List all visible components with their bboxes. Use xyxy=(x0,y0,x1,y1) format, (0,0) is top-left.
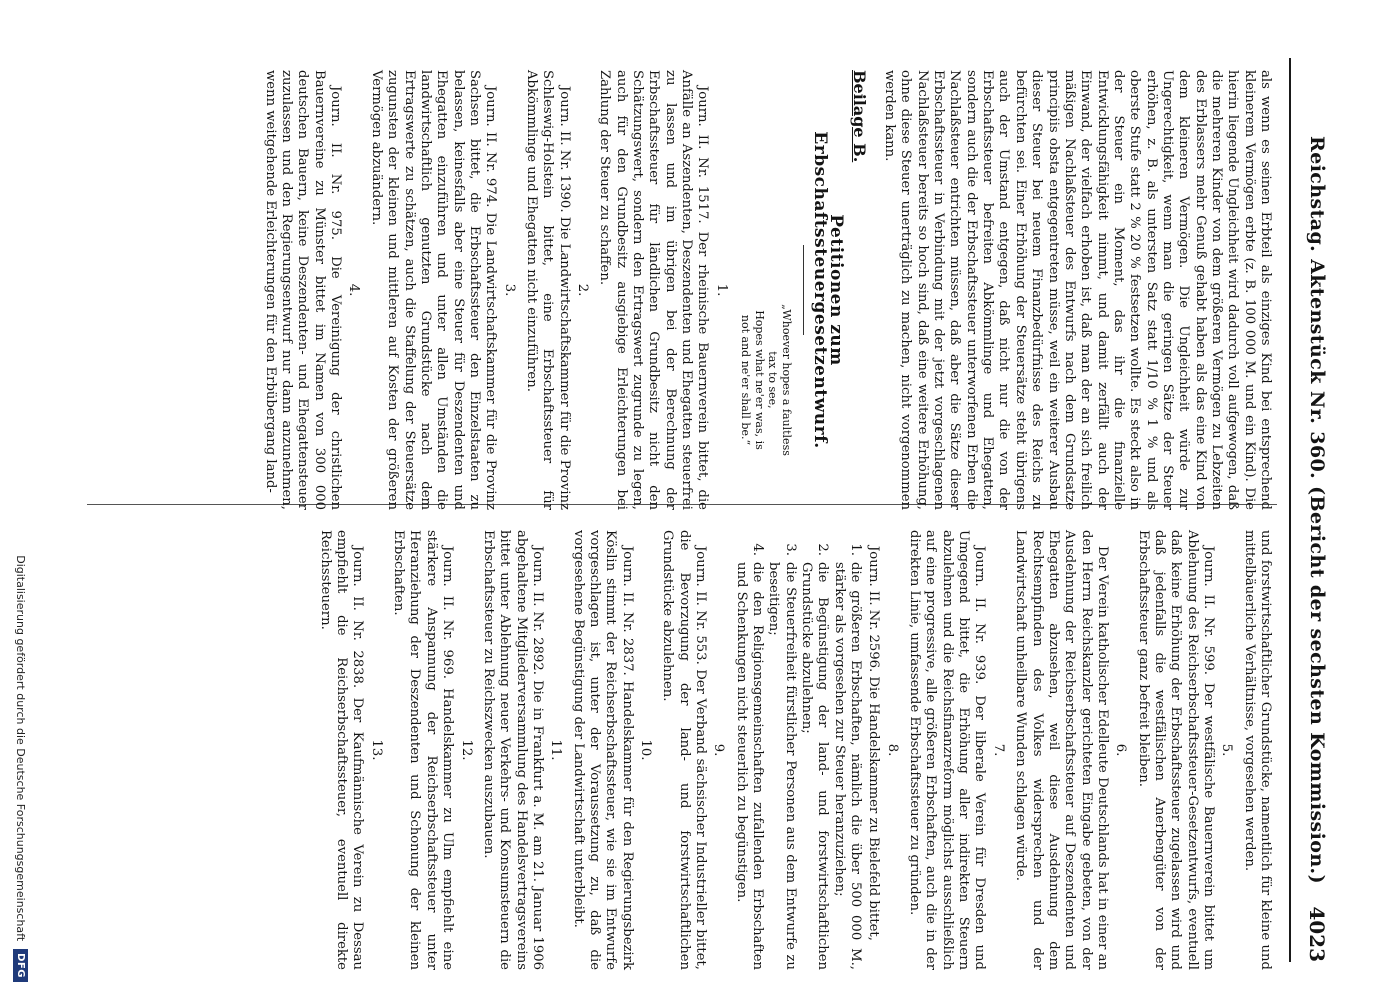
petition-number: 2. xyxy=(574,283,590,297)
petition-text: Journ. II. Nr. 975. Die Vereinigung der christlichen Bauernvereine zu Münster bittet im Namen von 300 000 deutschen Bauern, keine Deszendenten- und Ehegattensteuer zuzulassen und den Regierungsentwurf nur dann anzunehmen, wenn weitgehende Erleichterungen für den Erbübergang land- xyxy=(262,70,344,510)
list-item-number: 1. xyxy=(848,543,864,556)
list-item xyxy=(765,540,798,970)
petition-number: 5. xyxy=(1219,743,1235,757)
petition-text: Der Verein katholischer Edelleute Deutschlands hat in einer an den Herrn Reichskanzler gerichteten Eingabe gebeten, von der Ausdehnung der Reichserbschaftssteuer auf Deszendenten und Ehegatten abzusehen, weil diese Ausdehnung dem Rechtsempfinden des Volkes widersprechen und der Landwirtschaft unheilbare Wunden schlagen würde. xyxy=(1013,530,1110,970)
left-intro-paragraph: als wenn es seinen Erbteil als einziges Kind bei entsprechend kleinerem Vermögen erbte (z. B. 100 000 M. und ein Kind). Die hierin liegende Ungleichheit wird dadurch voll aufgewogen, daß die mehreren Kinder von dem größeren Vermögen zu Lebzeiten des Erblassers mehr Genuß gehabt haben als das eine Kind von dem kleineren Vermögen. Die Ungleichheit würde zur Ungerechtigkeit, wenn man die geringen Sätze der Steuer erhöhen, z. B. als untersten Satz statt 1/10 % 1 % und als oberste Stufe statt 2 % 20 % festsetzen wollte. Es steckt also in der Steuer ein Moment, das ihr die finanzielle Entwicklungsfähigkeit nimmt, und damit zerfällt auch der Einwand, der vielfach erhoben ist, daß man der an sich freilich mäßigen Nachlaßsteuer des Entwurfs nach dem Grundsatze principiis obsta entgegentreten müsse, weil ein weiterer Ausbau dieser Steuer bei neuem Finanzbedürfnisse des Reichs zu befürchten sei. Einer Erhöhung der Steuersätze steht übrigens auch der Umstand entgegen, daß nicht nur die von der Erbschaftssteuer befreiten Abkömmlinge und Ehegatten, sondern auch die der Erbschaftssteuer unterworfenen Erben die Nachlaßsteuer entrichten müssen, daß aber die Sätze dieser Erbschaftssteuer in Verbindung mit der jetzt vorgeschlagenen Nachlaßsteuer bereits so hoch sind, daß eine weitere Erhöhung, ohne diese Steuer unerträglich zu machen, nicht vorgenommen werden kann. xyxy=(882,70,1273,510)
page-header xyxy=(1289,58,1343,962)
petition-request-list xyxy=(732,540,863,970)
petition-text: Journ. II. Nr. 2892. Die in Frankfurt a. M. am 21. Januar 1906 abgehaltene Mitgliederversammlung des Handelsvertragsvereins bittet unter Ablehnung neuer Verkehrs- und Konsumsteuern die Erbschaftssteuer zu Reichszwecken auszubauen. xyxy=(480,530,545,970)
petition-number: 1. xyxy=(713,283,729,297)
petition-text: Journ. II. Nr. 2596. Die Handelskammer zu Bielefeld bittet, xyxy=(866,546,882,941)
petition-text: Journ. II. Nr. 969. Handelskammer zu Ulm empfiehlt eine stärkere Anspannung der Reichserbschaftssteuer unter Heranziehung der Deszendenten und Schonung der kleinen Erbschaften. xyxy=(391,530,456,970)
petition-text: Journ. II. Nr. 974. Die Landwirtschaftskammer für die Provinz Sachsen bittet, die Erbschaftssteuer den Einzelstaaten zu belassen, keinesfalls aber eine Steuer für Deszendenten und Ehegatten einzuführen und unter allen Umständen die landwirtschaftlich genutzten Grundstücke nach dem Ertragswerte zu schätzen, auch die Staffelung der Steuersätze zugunsten der kleinen und mittleren auf Kosten der größeren Vermögen abzuändern. xyxy=(368,70,499,510)
petition-text: Journ. II. Nr. 939. Der liberale Verein für Dresden und Umgegend bittet, die Erhöhung aller indirekten Steuern abzulehnen und die Reichsfinanzreform möglichst ausschließlich auf eine progressive, alle größeren Erbschaften, auch die in der direkten Linie, umfassende Erbschaftssteuer zu gründen. xyxy=(907,530,988,970)
page-number: 4023 xyxy=(1305,906,1329,962)
credit-text: Digitalisierung gefördert durch die Deutsche Forschungsgemeinschaft xyxy=(14,555,28,942)
list-item xyxy=(830,540,863,970)
petition-number: 6. xyxy=(1113,743,1129,757)
petition-number: 7. xyxy=(990,743,1006,757)
list-item-number: 2. xyxy=(815,543,831,556)
list-item xyxy=(732,540,765,970)
dfg-logo: DFG xyxy=(14,949,29,982)
header-title: Reichstag. Aktenstück Nr. 360. (Bericht der sechsten Kommission.) xyxy=(1306,136,1328,884)
petition-text: Journ. II. Nr. 553. Der Verband sächsischer Industrieller bittet, die Bevorzugung der land- und forstwirtschaftlichen Grundstücke abzulehnen. xyxy=(660,530,708,970)
petition-text: Journ. II. Nr. 2837. Handelskammer für den Regierungsbezirk Köslin stimmt der Reichserbschaftssteuer, wie sie im Entwurfe vorgeschlagen ist, unter der Voraussetzung zu, daß die vorgesehene Begünstigung der Landwirtschaft unterbleibt. xyxy=(570,530,635,970)
petition-number: 9. xyxy=(711,743,727,757)
petition-number: 8. xyxy=(884,743,900,757)
list-item-text: die Steuerfreiheit fürstlicher Personen aus dem Entwurfe zu beseitigen; xyxy=(766,562,798,970)
petition-text: Journ. II. Nr. 1517. Der rheinische Bauernverein bittet, die Anfälle an Aszendenten, Deszendenten und Ehegatten steuerfrei zu lassen und im übrigen bei der Berechnung der Erbschaftssteuer für ländlichen Grundbesitz nicht den Schätzungswert, sondern den Ertragswert zugrunde zu legen, auch für den Grundbesitz ausgiebige Erleichterungen bei Zahlung der Steuer zu schaffen. xyxy=(597,70,711,510)
epigraph-line: Hopes what ne'er was, is xyxy=(752,310,766,450)
list-item-number: 3. xyxy=(782,543,798,556)
list-item-text: die den Religionsgemeinschaften zufallenden Erbschaften und Schenkungen nicht steuerlich zu begünstigen. xyxy=(733,562,766,970)
section-title: Petitionen zum Erbschaftssteuergesetzentwurf. xyxy=(810,131,847,449)
epigraph-line: „Whoever hopes a faultless xyxy=(779,304,793,456)
petition-number: 12. xyxy=(458,739,474,761)
list-item-text: die größeren Erbschaften, nämlich die über 500 000 M., stärker als vorgesehen zur Steuer heranzuziehen; xyxy=(831,562,864,970)
petition-number: 4. xyxy=(346,283,362,297)
petition-number: 13. xyxy=(368,739,384,761)
petition-text: Journ. II. Nr. 599. Der westfälische Bauernverein bittet um Ablehnung des Reichserbschaftssteuer-Gesetzentwurfs, eventuell daß keine Erhöhung der Erbschaftssteuer zugelassen wird und daß jedenfalls die westfälischen Anerbengüter von der Erbschaftssteuer ganz befreit bleiben. xyxy=(1135,530,1216,970)
left-column xyxy=(259,70,1273,510)
right-intro-paragraph: und forstwirtschaftlicher Grundstücke, namentlich für kleine und mittelbäuerliche Verhältnisse, vorgesehen werden. xyxy=(1241,530,1273,970)
petition-number: 3. xyxy=(501,283,517,297)
list-item-number: 4. xyxy=(750,543,766,556)
right-column xyxy=(314,530,1273,970)
petition-text: Journ. II. Nr. 2838. Der Kaufmännische Verein zu Dessau empfiehlt die Reichserbschaftssteuer, eventuell direkte Reichssteuern. xyxy=(317,530,366,970)
list-item-text: die Begünstigung der land- und forstwirtschaftlichen Grundstücke abzulehnen; xyxy=(799,562,831,970)
section-label: Beilage B. xyxy=(849,70,869,163)
epigraph-line: tax to see, xyxy=(766,351,780,409)
epigraph-line: not and ne'er shall be.“ xyxy=(739,314,753,446)
petition-number: 11. xyxy=(548,739,564,761)
section-rule xyxy=(803,245,804,335)
petition-number: 10. xyxy=(637,739,653,761)
list-item xyxy=(798,540,831,970)
digitization-credit xyxy=(10,0,32,1000)
petition-text: Journ. II. Nr. 1390. Die Landwirtschaftskammer für die Provinz Schleswig-Holstein bittet, eine Erbschaftssteuer für Abkömmlinge und Ehegatten nicht einzuführen. xyxy=(523,70,572,510)
epigraph xyxy=(739,280,793,480)
